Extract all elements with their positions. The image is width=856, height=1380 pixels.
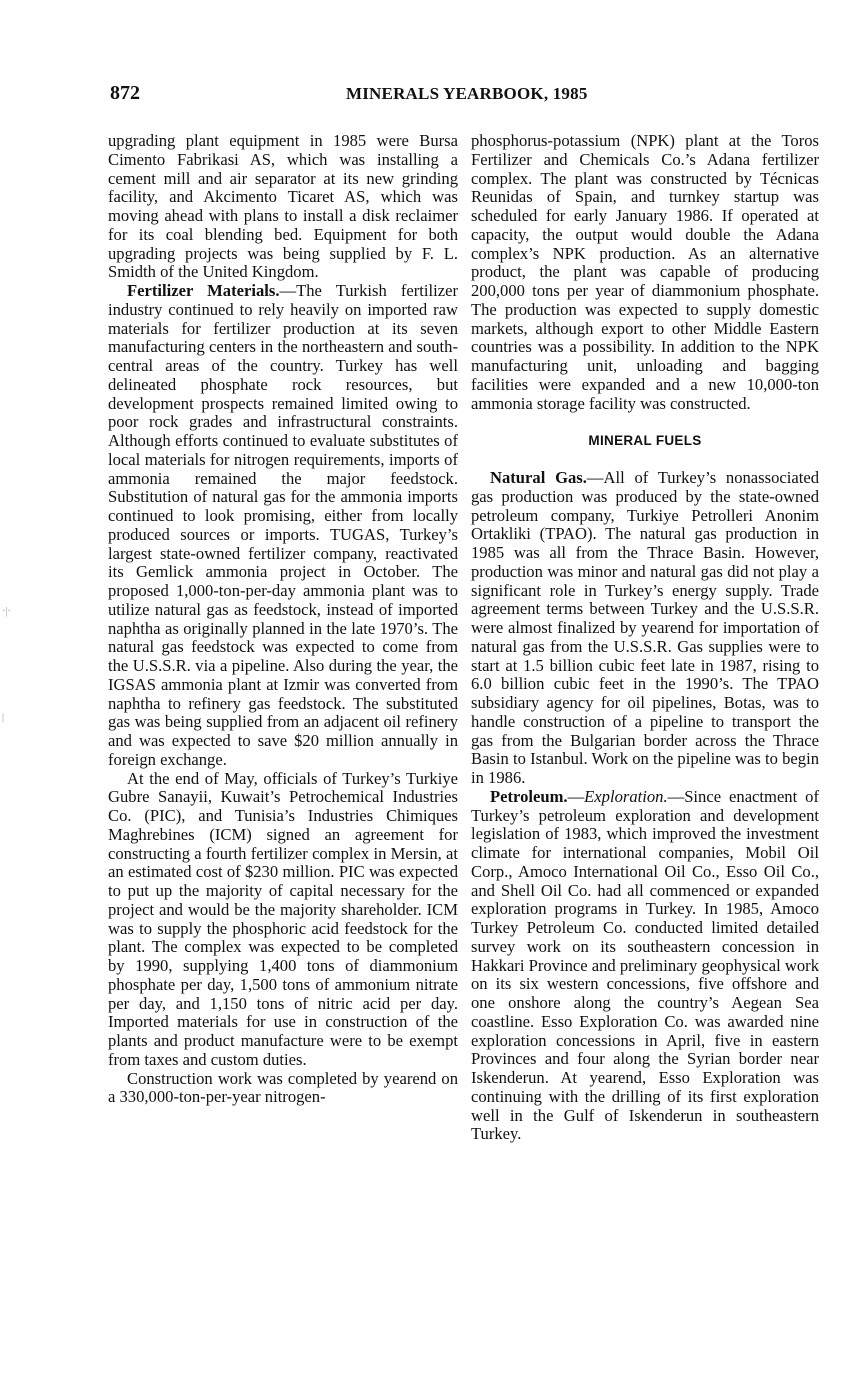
run-in-heading-petroleum: Petroleum. — [490, 786, 568, 806]
paragraph-cement-upgrades: upgrading plant equipment in 1985 were Bursa Cimento Fabrikasi AS, which was installing a cement mill and air separator at its new grinding facility, and Akcimento Ticaret AS, which was moving ahead with plans to install a disk reclaimer for its coal blending bed. Equipment for both upgrading projects was being supplied by F. L. Smidth of the United Kingdom. — [108, 131, 458, 282]
paragraph-fertilizer-materials — [108, 282, 458, 770]
paragraph-npk-plant: phosphorus-potassium (NPK) plant at the Toros Fertilizer and Chemicals Co.’s Adana fertilizer complex. The plant was constructed by Técnicas Reunidas of Spain, and turnkey startup was scheduled for early January 1986. If operated at capacity, the output would double the Adana complex’s NPK production. As an alternative product, the plant was capable of producing 200,000 tons per year of diammonium phosphate. The production was expected to supply domestic markets, although export to other Middle Eastern countries was a possibility. In addition to the NPK manufacturing unit, unloading and bagging facilities were expanded and a new 10,000-ton ammonia storage facility was constructed. — [471, 131, 819, 413]
paragraph-natural-gas — [471, 469, 819, 788]
section-heading-mineral-fuels: MINERAL FUELS — [588, 433, 702, 449]
paragraph-petroleum — [471, 788, 819, 1144]
left-column — [108, 132, 458, 1107]
scan-artifact-mark: ·|· — [2, 606, 11, 617]
paragraph-text: —All of Turkey’s nonassociated gas production was produced by the state-owned petroleum company, Turkiye Petrolleri Anonim Ortakliki (TPAO). The natural gas production in 1985 was all from the Thrace Basin. However, production was minor and natural gas did not play a significant role in Turkey’s energy supply. Trade agreement terms between Turkey and the U.S.S.R. were almost finalized by yearend for importation of natural gas from the U.S.S.R. Gas supplies were to start at 1.5 billion cubic feet late in 1987, rising to 6.0 billion cubic feet in the 1990’s. The TPAO subsidiary agency for oil pipelines, Botas, was to handle construction of a pipeline to transport the gas from the Bulgarian border across the Thrace Basin to Istanbul. Work on the pipeline was to begin in 1986. — [471, 468, 820, 787]
page-number: 872 — [110, 82, 140, 104]
em-dash: — — [567, 786, 585, 806]
right-column — [471, 132, 819, 1144]
paragraph-text: —Since enactment of Turkey’s petroleum exploration and development legislation of 1983, which improved the investment climate for international companies, Mobil Oil Corp., Amoco International Oil Co., Esso Oil Co., and Shell Oil Co. had all commenced or expanded exploration programs in Turkey. In 1985, Amoco Turkey Petroleum Co. conducted limited detailed survey work on its southeastern concession in Hakkari Province and preliminary geophysical work on its six western concessions, five offshore and one onshore along the country’s Aegean Sea coastline. Esso Exploration Co. was awarded nine exploration concessions in April, five in eastern Provinces and four along the Syrian border near Iskenderun. At yearend, Esso Exploration was continuing with the drilling of its first exploration well in the Gulf of Iskenderun in southeastern Turkey. — [471, 786, 819, 1144]
running-head: MINERALS YEARBOOK, 1985 — [346, 84, 588, 103]
subheading-exploration: Exploration. — [584, 786, 668, 806]
paragraph-text: —The Turkish fertilizer industry continued to rely heavily on imported raw materials for fertilizer production at its seven manufacturing centers in the northeastern and south-central areas of the country. Turkey has well delineated phosphate rock resources, but development prospects remained limited owing to poor rock grades and infrastructural constraints. Although efforts continued to evaluate substitutes of local materials for nitrogen requirements, imports of ammonia remained the major feedstock. Substitution of natural gas for the ammonia imports continued to look promising, either from locally produced sources or imports. TUGAS, Turkey’s largest state-owned fertilizer company, reactivated its Gemlick ammonia project in October. The proposed 1,000-ton-per-day ammonia plant was to utilize natural gas as feedstock, instead of imported naphtha as originally planned in the late 1970’s. The natural gas feedstock was expected to come from the U.S.S.R. via a pipeline. Also during the year, the IGSAS ammonia plant at Izmir was converted from naphtha to refinery gas feedstock. The substituted gas was being supplied from an adjacent oil refinery and was expected to save $20 million annually in foreign exchange. — [108, 281, 458, 769]
paragraph-mersin-complex: At the end of May, officials of Turkey’s Turkiye Gubre Sanayii, Kuwait’s Petrochemical Industries Co. (PIC), and Tunisia’s Industries Chimiques Maghrebines (ICM) signed an agreement for constructing a fourth fertilizer complex in Mersin, at an estimated cost of $230 million. PIC was expected to put up the majority of capital necessary for the project and would be the majority shareholder. ICM was to supply the phosphoric acid feedstock for the plant. The complex was expected to be completed by 1990, supplying 1,400 tons of diammonium phosphate per day, 1,500 tons of ammonium nitrate per day, and 1,150 tons of nitric acid per day. Imported materials for use in construction of the plants and product manufacture were to be exempt from taxes and custom duties. — [108, 768, 458, 1069]
run-in-heading-fertilizer: Fertilizer Materials. — [127, 281, 280, 300]
scan-artifact-mark: | — [2, 712, 5, 723]
paragraph-construction-work: Construction work was completed by yearend on a 330,000-ton-per-year nitrogen- — [108, 1068, 458, 1107]
run-in-heading-natural-gas: Natural Gas. — [490, 468, 587, 487]
page-header — [110, 82, 822, 108]
